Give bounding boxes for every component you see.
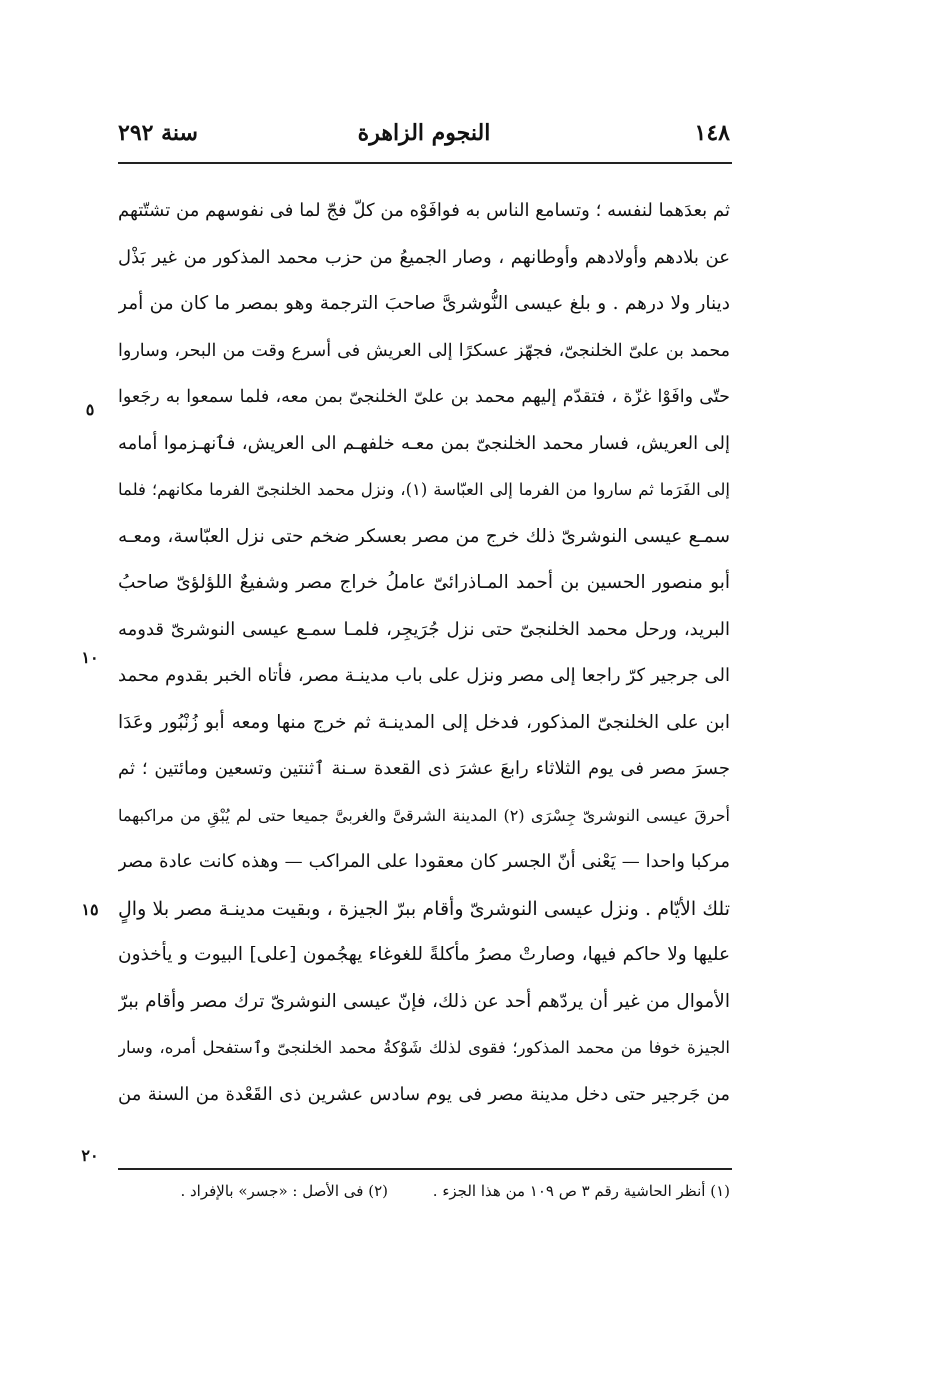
text-line: أبو منصور الحسين بن أحمد المـاذرائىّ عاملُ خراج مصر وشفيعٌ اللؤلؤىّ صاحبُ xyxy=(118,572,730,593)
text-line: عن بلادهم وأولادهم وأوطانهم ، وصار الجميعُ من حزب محمد المذكور من غير بَذْل xyxy=(118,246,730,268)
text-line: محمد بن علىّ الخلنجىّ، فجهّز عسكرًا إلى العريش فى أسرع وقت من البحر، وساروا xyxy=(118,340,730,361)
running-title: النجوم الزاهرة xyxy=(357,120,491,146)
running-header xyxy=(118,120,730,160)
text-line: الى جرجير كرّ راجعا إلى مصر ونزل على باب مدينـة مصر، فأتاه الخبر بقدوم محمد xyxy=(118,665,730,686)
text-line: الأموال من غير أن يردّهم أحد عن ذلك، فإنّ عيسى النوشرىّ ترك مصر وأقام ببرّ xyxy=(118,990,730,1012)
text-line: البريد، ورحل محمد الخلنجىّ حتى نزل جُرَيجِر، فلمـا سمـع عيسى النوشرىّ قدومه xyxy=(118,618,730,640)
page-number: ١٤٨ xyxy=(694,120,730,146)
text-line: جسرَ مصر فى يوم الثلاثاء رابعَ عشرَ ذى القعدة سـنة ٱثنتين وتسعين ومائتين ؛ ثم xyxy=(118,758,730,779)
text-line: مركبا واحدا — يَعْنى أنّ الجسر كان معقودا على المراكب — وهذه كانت عادة مصر xyxy=(118,851,730,872)
text-line: تلك الأيّام . ونزل عيسى النوشرىّ وأقام ببرّ الجيزة ، وبقيت مدينـة مصر بلا والٍ xyxy=(118,897,730,920)
text-line: دينار ولا درهم . و بلغ عيسى النُّوشرىَّ صاحبَ الترجمة وهو بمصر ما كان من أمر xyxy=(118,293,730,314)
line-number-marker: ٥ xyxy=(85,400,95,419)
footnote-divider xyxy=(118,1168,732,1170)
footnote-1: (١) أنظر الحاشية رقم ٣ ص ١٠٩ من هذا الجزء . xyxy=(432,1182,730,1200)
running-year: سنة ٢٩٢ xyxy=(118,120,198,146)
header-divider xyxy=(118,162,732,164)
text-line: إلى العريش، فسار محمد الخلنجىّ بمن معـه خلفهـم الى العريش، فٱنهـزموا أمامه xyxy=(118,432,730,454)
text-line: ابن على الخلنجىّ المذكور، فدخل إلى المدينـة ثم خرج منها ومعه أبو زُنْبُور وعَدَا xyxy=(118,711,730,733)
footnote-2: (٢) فى الأصل : «جسر» بالإفراد . xyxy=(180,1182,389,1200)
line-number-marker: ١٠ xyxy=(81,648,99,667)
text-line: إلى الفَرَما ثم ساروا من الفرما إلى العبّاسة (١)، ونزل محمد الخلنجىّ الفرما مكانهم؛ فلما xyxy=(118,480,730,499)
text-line: أحرقَ عيسى النوشرىّ جِسْرَى (٢) المدينة الشرقىَّ والغربىَّ جميعا حتى لم يُبْقِ من مراكبهما xyxy=(118,805,730,825)
text-line: سمـع عيسى النوشرىّ ذلك خرج من مصر بعسكر ضخم حتى نزل العبّاسة، ومعـه xyxy=(118,525,730,547)
footnotes xyxy=(118,1182,730,1200)
line-number-marker: ١٥ xyxy=(81,900,99,919)
text-line: ثم بعدَهما لنفسه ؛ وتسامع الناس به فوافَوْه من كلّ فجّ لما فى نفوسهم من تشتّتهم xyxy=(118,200,730,221)
text-line: من جَرجير حتى دخل مدينة مصر فى يوم سادس عشرين ذى القَعْدة من السنة من xyxy=(118,1083,730,1105)
text-line: الجيزة خوفا من محمد المذكور؛ فقوى لذلك شَوْكةُ محمد الخلنجىّ وٱستفحل أمره، وسار xyxy=(118,1038,730,1057)
text-line: عليها ولا حاكم فيها، وصارتْ مصرُ مأكلةً للغوغاء يهجُمون [على] البيوت و يأخذون xyxy=(118,944,730,965)
line-number-marker: ٢٠ xyxy=(81,1146,99,1165)
text-line: حتّى وافَوْا غزّة ، فتقدّم إليهم محمد بن علىّ الخلنجىّ بمن معه، فلما سمعوا به رجَعوا xyxy=(118,387,730,407)
main-text xyxy=(118,188,730,1118)
